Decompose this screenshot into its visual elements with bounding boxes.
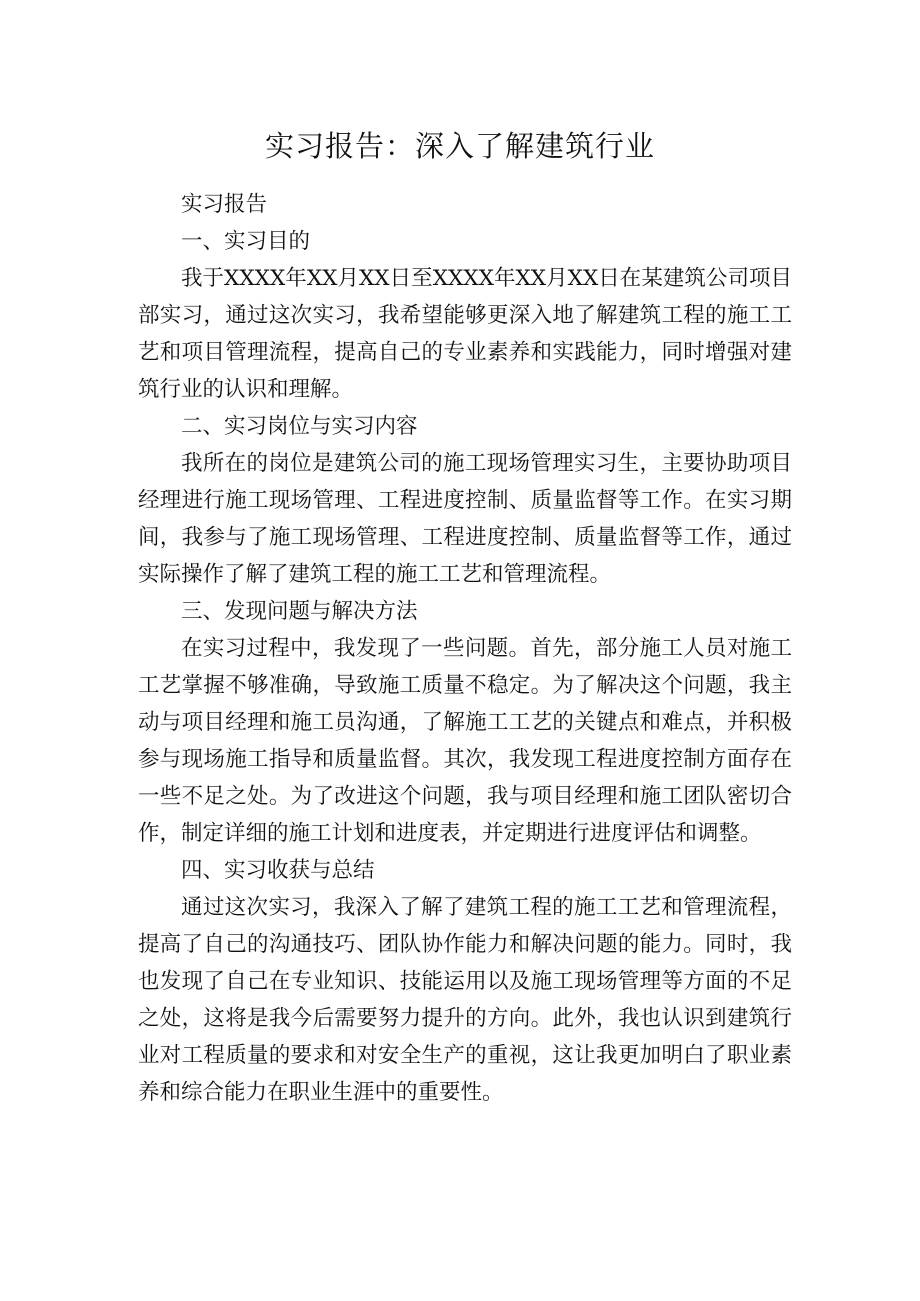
document-title: 实习报告：深入了解建筑行业 [264,129,655,163]
paragraph-problems: 在实习过程中，我发现了一些问题。首先，部分施工人员对施工工艺掌握不够准确，导致施工质量不稳定。为了解决这个问题，我主动与项目经理和施工员沟通，了解施工工艺的关键点和难点，并积极参与现场施工指导和质量监督。其次，我发现工程进度控制方面存在一些不足之处。为了改进这个问题，我与项目经理和施工团队密切合作，制定详细的施工计划和进度表，并定期进行进度评估和调整。 [138,636,792,846]
section-heading-position: 二、实习岗位与实习内容 [181,414,418,439]
section-heading-purpose: 一、实习目的 [181,229,311,254]
report-heading: 实习报告 [181,192,268,217]
paragraph-purpose: 我于XXXX年XX月XX日至XXXX年XX月XX日在某建筑公司项目部实习，通过这次实习，我希望能够更深入地了解建筑工程的施工工艺和项目管理流程，提高自己的专业素养和实践能力，同时增强对建筑行业的认识和理解。 [138,266,792,402]
paragraph-position: 我所在的岗位是建筑公司的施工现场管理实习生，主要协助项目经理进行施工现场管理、工程进度控制、质量监督等工作。在实习期间，我参与了施工现场管理、工程进度控制、质量监督等工作，通过实际操作了解了建筑工程的施工工艺和管理流程。 [138,451,792,587]
section-heading-problems: 三、发现问题与解决方法 [181,599,418,624]
section-heading-summary: 四、实习收获与总结 [181,858,375,883]
paragraph-summary: 通过这次实习，我深入了解了建筑工程的施工工艺和管理流程，提高了自己的沟通技巧、团队协作能力和解决问题的能力。同时，我也发现了自己在专业知识、技能运用以及施工现场管理等方面的不足之处，这将是我今后需要努力提升的方向。此外，我也认识到建筑行业对工程质量的要求和对安全生产的重视，这让我更加明白了职业素养和综合能力在职业生涯中的重要性。 [138,895,792,1105]
document-body [138,186,792,1111]
